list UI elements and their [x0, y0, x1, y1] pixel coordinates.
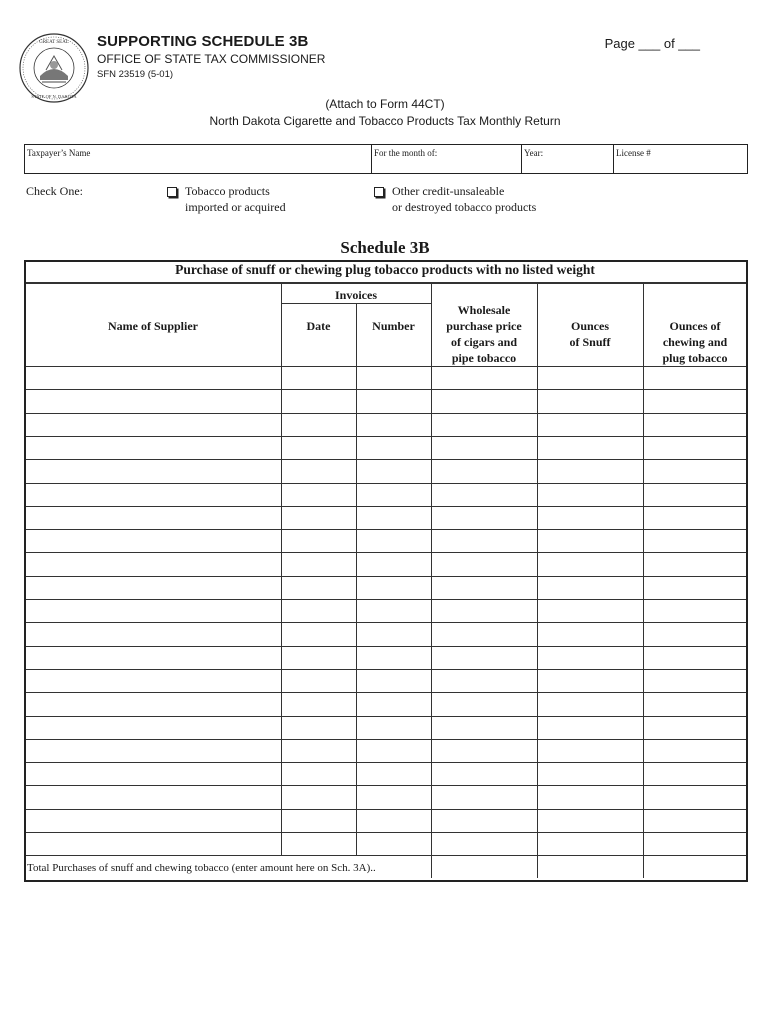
col-header-supplier: Name of Supplier — [108, 319, 198, 333]
column-line — [356, 304, 357, 855]
col-header-date: Date — [306, 319, 331, 333]
table-row-line — [26, 855, 746, 856]
col-header-wholesale: Wholesale purchase price of cigars and pipe tobacco — [446, 303, 522, 365]
col-header-invoices: Invoices — [335, 288, 377, 302]
table-row-line — [26, 552, 746, 553]
license-field[interactable] — [614, 145, 747, 173]
form-title: SUPPORTING SCHEDULE 3B — [97, 33, 309, 50]
col-header-number: Number — [372, 319, 415, 333]
taxpayer-name-label: Taxpayer’s Name — [27, 148, 91, 158]
column-line — [537, 284, 538, 878]
table-row-line — [26, 739, 746, 740]
col-header-chewing: Ounces of chewing and plug tobacco — [662, 319, 728, 365]
office-name: OFFICE OF STATE TAX COMMISSIONER — [97, 52, 326, 66]
col-header-snuff: Ounces of Snuff — [569, 319, 611, 349]
year-label: Year: — [524, 148, 544, 158]
table-row-line — [26, 716, 746, 717]
tobacco-imported-checkbox[interactable] — [167, 187, 177, 197]
license-label: License # — [616, 148, 651, 158]
form-number: SFN 23519 (5-01) — [97, 69, 174, 80]
table-row-line — [26, 622, 746, 623]
table-row-line — [26, 692, 746, 693]
month-label: For the month of: — [374, 148, 438, 158]
table-row-line — [26, 436, 746, 437]
table-row-line — [26, 669, 746, 670]
total-purchases-label: Total Purchases of snuff and chewing tobacco (enter amount here on Sch. 3A).. — [27, 862, 376, 874]
taxpayer-name-field[interactable] — [25, 145, 371, 173]
table-row-line — [26, 576, 746, 577]
table-row-line — [26, 809, 746, 810]
table-row-line — [26, 413, 746, 414]
table-row-line — [26, 366, 746, 367]
table-row-line — [26, 529, 746, 530]
table-row-line — [26, 599, 746, 600]
page-number-field[interactable]: Page ___ of ___ — [604, 36, 700, 51]
subtitle-separator — [26, 282, 746, 284]
table-row-line — [26, 762, 746, 763]
schedule-table — [24, 260, 748, 882]
return-title: North Dakota Cigarette and Tobacco Products Tax Monthly Return — [209, 114, 561, 128]
year-field[interactable] — [522, 145, 613, 173]
month-field[interactable] — [372, 145, 521, 173]
option-imported-text: Tobacco products imported or acquired — [185, 184, 286, 214]
attach-note: (Attach to Form 44CT) — [325, 97, 445, 111]
table-row-line — [26, 785, 746, 786]
table-row-line — [26, 832, 746, 833]
taxpayer-info-box — [24, 144, 748, 174]
other-credit-checkbox[interactable] — [374, 187, 384, 197]
check-one-label: Check One: — [26, 184, 83, 198]
schedule-heading: Schedule 3B — [340, 238, 430, 257]
table-row-line — [26, 483, 746, 484]
table-row-line — [26, 646, 746, 647]
state-seal-logo — [18, 32, 90, 104]
column-line — [281, 284, 282, 855]
option-other-credit-text: Other credit-unsaleable or destroyed tobacco products — [392, 184, 537, 214]
table-row-line — [26, 506, 746, 507]
table-row-line — [26, 459, 746, 460]
column-line — [643, 284, 644, 878]
svg-text:GREAT SEAL: GREAT SEAL — [39, 40, 69, 45]
table-subtitle: Purchase of snuff or chewing plug tobacco products with no listed weight — [175, 262, 595, 277]
svg-text:STATE OF N. DAKOTA: STATE OF N. DAKOTA — [31, 94, 77, 99]
table-row-line — [26, 389, 746, 390]
column-line — [431, 284, 432, 878]
